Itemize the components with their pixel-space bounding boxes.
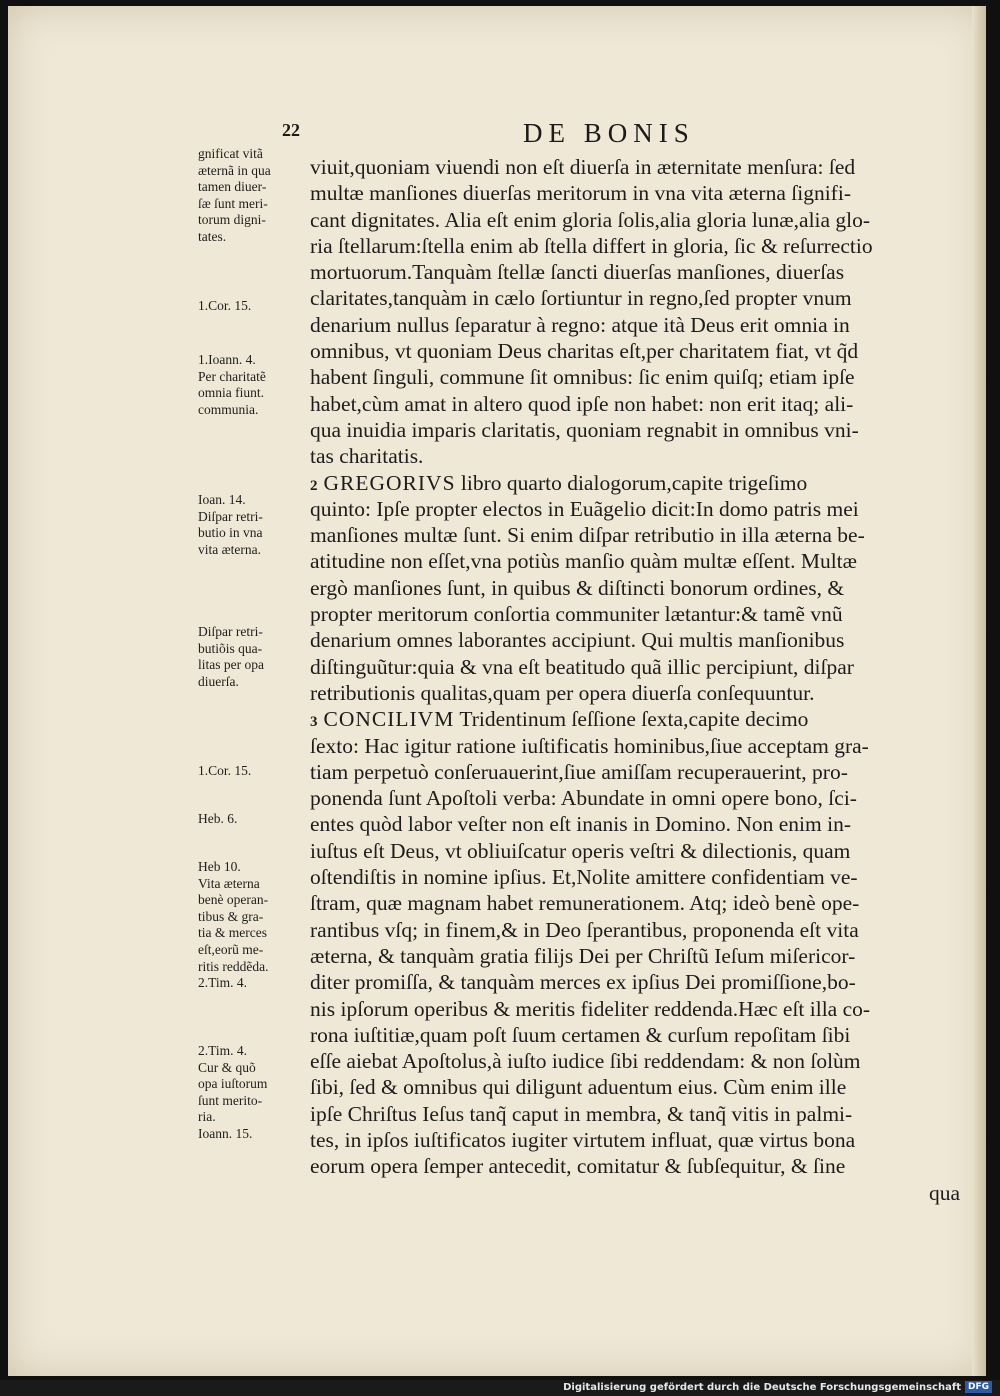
text-line: oſtendiſtis in nomine ipſius. Et,Nolite amittere confidentiam ve- — [310, 865, 858, 890]
text-line: denarium omnes laborantes accipiunt. Qui multis manſionibus — [310, 628, 845, 653]
text-line: retributionis qualitas,quam per opera diuerſa conſequuntur. — [310, 680, 815, 705]
text-line: quinto: Ipſe propter electos in Euãgelio dicit:In domo patris mei — [310, 496, 859, 521]
marginal-notes — [198, 6, 310, 1376]
margin-note-line: Ioann. 15. — [198, 1125, 253, 1141]
text-line: rantibus vſq; in finem,& in Deo ſperantibus, proponenda eſt vita — [310, 917, 859, 942]
margin-note-line: gnificat vitã — [198, 146, 263, 161]
text-line-body: libro quarto dialogorum,capite trigeſimo — [455, 470, 808, 495]
margin-note — [198, 624, 310, 690]
text-line: diter promiſſa, & tanquàm merces ex ipſius Dei promiſſione,bo- — [310, 970, 856, 995]
text-line: manſiones multæ ſunt. Si enim diſpar retributio in illa æterna be- — [310, 523, 865, 548]
margin-note-line: opa iuſtorum — [198, 1076, 268, 1092]
margin-note-line: butiõis qua- — [198, 640, 263, 656]
text-line: denarium nullus ſeparatur à regno: atque ità Deus erit omnia in — [310, 312, 850, 337]
text-line: eorum opera ſemper antecedit, comitatur & ſubſequitur, & ſine — [310, 1154, 846, 1179]
text-line: propter meritorum conſortia communiter lætantur:& tamẽ vnũ — [310, 602, 843, 627]
text-line: ipſe Chriſtus Ieſus tanq̃ caput in membra, & tanq̃ vitis in palmi- — [310, 1101, 853, 1126]
margin-note — [198, 859, 310, 992]
text-line: rona iuſtitiæ,quam poſt ſuum certamen & curſum repoſitam ſibi — [310, 1022, 851, 1047]
margin-note — [198, 146, 310, 246]
margin-note-line: litas per opa — [198, 657, 264, 673]
margin-note-line: 2.Tim. 4. — [198, 975, 248, 991]
margin-note-line: tates. — [198, 228, 227, 244]
margin-note-line: Vita æterna — [198, 875, 260, 891]
text-line — [310, 706, 966, 732]
text-line: cant dignitates. Alia eſt enim gloria ſolis,alia gloria lunæ,alia glo- — [310, 207, 871, 232]
margin-note-line: ſunt merito- — [198, 1092, 263, 1108]
margin-note — [198, 763, 310, 780]
margin-note-line: 1.Cor. 15. — [198, 763, 252, 778]
margin-note-line: Diſpar retri- — [198, 624, 263, 639]
page-edge — [972, 6, 986, 1376]
margin-note-line: ritis reddẽda. — [198, 958, 269, 974]
section-lead-word: GREGORIVS — [323, 470, 456, 495]
text-line: tas charitatis. — [310, 444, 424, 469]
margin-note-line: Cur & quõ — [198, 1059, 256, 1075]
text-line: habent ſinguli, commune ſit omnibus: ſic enim quiſq; etiam ipſe — [310, 365, 855, 390]
margin-note-line: Per charitatẽ — [198, 368, 266, 384]
margin-note — [198, 492, 310, 558]
margin-note-line: communia. — [198, 401, 259, 417]
text-line: claritates,tanquàm in cælo ſortiuntur in regno,ſed propter vnum — [310, 286, 852, 311]
margin-note-line: benè operan- — [198, 892, 269, 908]
margin-note-line: Heb 10. — [198, 859, 241, 874]
margin-note — [198, 352, 310, 418]
section-number: 3 — [310, 714, 318, 731]
text-line: viuit,quoniam viuendi non eſt diuerſa in æternitate menſura: ſed — [310, 155, 856, 179]
digitization-credit — [563, 1379, 992, 1395]
margin-note — [198, 811, 310, 828]
margin-note-line: tia & merces — [198, 925, 267, 941]
margin-note-line: æternã in qua — [198, 162, 271, 178]
dfg-logo: DFG — [965, 1381, 992, 1393]
margin-note-line: Heb. 6. — [198, 811, 238, 826]
margin-note-line: tamen diuer- — [198, 179, 267, 195]
text-line: nis ipſorum operibus & meritis fideliter reddenda.Hæc eſt illa co- — [310, 996, 871, 1021]
text-line: eſſe aiebat Apoſtolus,à iuſto iudice ſibi reddendam: & non ſolùm — [310, 1049, 861, 1074]
margin-note-line: 2.Tim. 4. — [198, 1043, 248, 1058]
book-page — [8, 6, 986, 1376]
margin-note-line: ſæ ſunt meri- — [198, 195, 268, 211]
margin-note — [198, 298, 310, 315]
margin-note-line: Diſpar retri- — [198, 508, 263, 524]
margin-note-line: eſt,eorũ me- — [198, 941, 264, 957]
margin-note-line: omnia fiunt. — [198, 385, 264, 401]
text-line: entes quòd labor veſter non eſt inanis in Domino. Non enim in- — [310, 812, 851, 837]
text-line: ria ſtellarum:ſtella enim ab ſtella differt in gloria, ſic & reſurrectio — [310, 233, 873, 258]
text-line: ergò manſiones ſunt, in quibus & diſtincti bonorum ordines, & — [310, 575, 845, 600]
margin-note-line: 1.Ioann. 4. — [198, 352, 256, 367]
text-line: atitudine non eſſet,vna potiùs manſio quàm multæ eſſent. Multæ — [310, 549, 857, 574]
text-line: ſtram, quæ magnam habet remunerationem. Atq; ideò benè ope- — [310, 891, 860, 916]
main-text-block — [310, 154, 966, 1206]
text-line: habet,cùm amat in altero quod ipſe non habet: non erit itaq; ali- — [310, 391, 854, 416]
text-line: iuſtus eſt Deus, vt obliuiſcatur operis veſtri & dilectionis, quam — [310, 838, 851, 863]
text-line: mortuorum.Tanquàm ſtellæ ſancti diuerſas manſiones, diuerſas — [310, 260, 845, 285]
text-line: ſibi, ſed & omnibus qui diligunt aduentum eius. Cùm enim ille — [310, 1075, 847, 1100]
margin-note-line: tibus & gra- — [198, 908, 264, 924]
section-number: 2 — [310, 477, 318, 494]
text-line: tes, in ipſos iuſtificatos iugiter virtutem influat, quæ virtus bona — [310, 1127, 856, 1152]
margin-note-line: Ioan. 14. — [198, 492, 246, 507]
margin-note-line: 1.Cor. 15. — [198, 298, 252, 313]
page-number: 22 — [282, 120, 300, 140]
text-line: multæ manſiones diuerſas meritorum in vna vita æterna ſignifi- — [310, 181, 851, 206]
text-line — [310, 470, 966, 496]
text-line: tiam perpetuò conſeruauerint,ſiue amiſſam recuperauerint, pro- — [310, 759, 848, 784]
margin-note-line: torum digni- — [198, 212, 266, 228]
text-line: diſtinguũtur:quia & vna eſt beatitudo quã illic percipiunt, diſpar — [310, 654, 854, 679]
page-header — [8, 118, 986, 148]
credit-text: Digitalisierung gefördert durch die Deutsche Forschungsgemeinschaft — [563, 1381, 961, 1393]
text-line: æterna, & tanquàm gratia filijs Dei per Chriſtũ Ieſum miſericor- — [310, 943, 856, 968]
text-line: omnibus, vt quoniam Deus charitas eſt,per charitatem fiat, vt q̃d — [310, 339, 859, 364]
margin-note-line: vita æterna. — [198, 541, 261, 557]
margin-note — [198, 1043, 310, 1143]
margin-note-line: ria. — [198, 1109, 216, 1125]
text-line: ſexto: Hac igitur ratione iuſtificatis hominibus,ſiue acceptam gra- — [310, 733, 869, 758]
text-line: qua inuidia imparis claritatis, quoniam regnabit in omnibus vni- — [310, 417, 859, 442]
section-lead-word: CONCILIVM — [323, 707, 455, 732]
text-line: ponenda ſunt Apoſtoli verba: Abundate in omni opere bono, ſci- — [310, 786, 857, 811]
running-head: DE BONIS — [523, 118, 695, 148]
margin-note-line: butio in vna — [198, 525, 263, 541]
text-line-body: Tridentinum ſeſſione ſexta,capite decimo — [454, 707, 809, 732]
catchword: qua — [928, 1180, 960, 1205]
margin-note-line: diuerſa. — [198, 673, 239, 689]
